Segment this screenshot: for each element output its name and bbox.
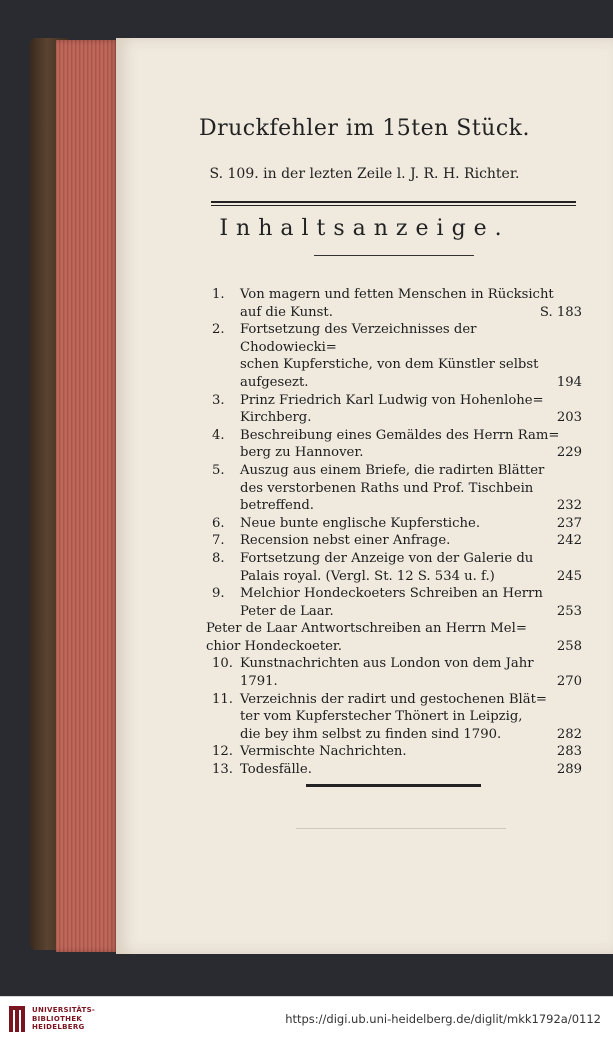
- toc-line-text: Peter de Laar Antwortschreiben an Herrn Mel=: [206, 621, 527, 637]
- toc-entry: [212, 392, 582, 427]
- toc-page-number: [574, 550, 582, 568]
- toc-line: [240, 515, 582, 533]
- toc-line: [240, 462, 582, 480]
- errata-line: S. 109. in der lezten Zeile l. J. R. H. Richter.: [209, 166, 520, 182]
- toc-line-text: die bey ihm selbst zu finden sind 1790.: [240, 726, 502, 742]
- toc-line: [240, 743, 582, 761]
- toc-line: [240, 655, 582, 673]
- toc-page-number: 194: [556, 374, 582, 390]
- toc-entry-number: 5.: [212, 462, 225, 478]
- toc-line-text: ter vom Kupferstecher Thönert in Leipzig,: [240, 709, 523, 725]
- toc-entry: [206, 620, 582, 655]
- toc-line-text: Recension nebst einer Anfrage.: [240, 533, 451, 549]
- toc-line: [240, 691, 582, 709]
- toc-page-number: [574, 356, 582, 374]
- toc-page-number: [574, 462, 582, 480]
- toc-line-text: Fortsetzung des Verzeichnisses der Chodowiecki=: [240, 322, 477, 355]
- toc-entry-number: 1.: [212, 287, 225, 302]
- toc-page-number: [574, 708, 582, 726]
- toc-line-text: Melchior Hondeckoeters Schreiben an Herrn: [240, 586, 543, 602]
- library-name: UNIVERSITÄTS- BIBLIOTHEK HEIDELBERG: [32, 1006, 96, 1031]
- toc-page-number: 237: [556, 515, 582, 531]
- toc-line: [206, 638, 582, 656]
- toc-line: [240, 444, 582, 462]
- toc-entry: [212, 655, 582, 690]
- toc-line-text: schen Kupferstiche, von dem Künstler selbst: [240, 357, 539, 373]
- toc-entry-number: 11.: [212, 691, 233, 707]
- toc-page-number: 245: [556, 568, 582, 584]
- toc-line-text: Von magern und fetten Menschen in Rücksicht: [240, 287, 554, 302]
- toc-page-number: [574, 427, 582, 445]
- errata-heading: Druckfehler im 15ten Stück.: [198, 116, 530, 141]
- toc-entry: [212, 462, 582, 515]
- toc-line-text: chior Hondeckoeter.: [206, 638, 342, 654]
- toc-line: [240, 568, 582, 586]
- toc-page-number: 289: [556, 762, 582, 778]
- toc-line: [240, 726, 582, 744]
- bleed-through-rule: [296, 828, 506, 829]
- toc-line-text: aufgesezt.: [240, 374, 309, 390]
- toc-entry-number: 9.: [212, 586, 225, 602]
- toc-line-text: Vermischte Nachrichten.: [240, 744, 407, 760]
- toc-entry-number: 7.: [212, 533, 225, 549]
- toc-entry-number: 3.: [212, 392, 225, 408]
- permalink-url[interactable]: https://digi.ub.uni-heidelberg.de/diglit/mkk1792a/0112: [285, 1012, 601, 1026]
- toc-line-text: berg zu Hannover.: [240, 445, 364, 461]
- toc-entry: [212, 550, 582, 585]
- toc-line-text: Verzeichnis der radirt und gestochenen Blät=: [240, 691, 547, 707]
- toc-line-text: Kirchberg.: [240, 410, 312, 426]
- toc-page-number: [574, 392, 582, 410]
- toc-page-number: 242: [556, 533, 582, 549]
- toc-line: [240, 480, 582, 498]
- short-rule: [314, 255, 474, 256]
- toc-page-number: 203: [556, 410, 582, 426]
- university-logo-icon: [8, 1004, 28, 1034]
- toc-entry: [212, 515, 582, 533]
- toc-page-number: 270: [556, 674, 582, 690]
- toc-page-number: 282: [556, 726, 582, 742]
- book-page: [116, 38, 613, 954]
- toc-entry-number: 10.: [212, 656, 233, 672]
- toc-page-number: [574, 620, 582, 638]
- table-of-contents: [206, 286, 582, 779]
- toc-page-number: S. 183: [539, 304, 582, 320]
- toc-line: [240, 550, 582, 568]
- viewer-footer: [0, 996, 613, 1042]
- toc-entry-number: 12.: [212, 744, 233, 760]
- toc-line-text: betreffend.: [240, 498, 314, 514]
- toc-line: [240, 356, 582, 374]
- toc-line: [240, 427, 582, 445]
- toc-page-number: [574, 585, 582, 603]
- toc-line: [240, 304, 582, 322]
- contents-title: Inhaltsanzeige.: [219, 216, 510, 241]
- toc-line-text: Neue bunte englische Kupferstiche.: [240, 515, 481, 531]
- toc-line-text: Prinz Friedrich Karl Ludwig von Hohenlohe=: [240, 392, 544, 408]
- toc-line-text: auf die Kunst.: [240, 304, 333, 320]
- toc-line: [240, 603, 582, 621]
- toc-entry: [212, 286, 582, 321]
- toc-line-text: Kunstnachrichten aus London von dem Jahr: [240, 656, 534, 672]
- toc-page-number: [574, 321, 582, 356]
- toc-entry: [212, 427, 582, 462]
- toc-entry: [212, 691, 582, 744]
- toc-line-text: Peter de Laar.: [240, 603, 334, 619]
- toc-line: [240, 392, 582, 410]
- toc-line-text: 1791.: [240, 674, 278, 690]
- toc-line-text: Fortsetzung der Anzeige von der Galerie du: [240, 550, 534, 566]
- toc-line: [240, 286, 582, 304]
- toc-page-number: [574, 655, 582, 673]
- toc-line: [240, 532, 582, 550]
- toc-line-text: Todesfälle.: [240, 762, 312, 778]
- toc-line: [240, 761, 582, 779]
- toc-entry-number: 4.: [212, 427, 225, 443]
- toc-entry: [212, 585, 582, 620]
- toc-line: [240, 673, 582, 691]
- toc-line-text: des verstorbenen Raths und Prof. Tischbein: [240, 480, 534, 496]
- toc-line: [240, 708, 582, 726]
- double-rule: [211, 201, 576, 206]
- toc-entry-number: 2.: [212, 322, 225, 338]
- toc-page-number: 232: [556, 498, 582, 514]
- toc-page-number: [574, 286, 582, 304]
- toc-line: [240, 321, 582, 356]
- toc-page-number: 258: [556, 638, 582, 654]
- toc-entry: [212, 761, 582, 779]
- toc-page-number: 283: [556, 744, 582, 760]
- toc-entry: [212, 743, 582, 761]
- toc-entry-number: 8.: [212, 550, 225, 566]
- toc-page-number: [574, 691, 582, 709]
- toc-page-number: 229: [556, 445, 582, 461]
- toc-line-text: Auszug aus einem Briefe, die radirten Blätter: [240, 462, 545, 478]
- toc-page-number: 253: [556, 603, 582, 619]
- toc-line: [206, 620, 582, 638]
- toc-entry-number: 6.: [212, 515, 225, 531]
- closing-rule: [306, 784, 481, 787]
- toc-line: [240, 585, 582, 603]
- toc-line-text: Beschreibung eines Gemäldes des Herrn Ram=: [240, 427, 560, 443]
- toc-line: [240, 409, 582, 427]
- toc-line: [240, 374, 582, 392]
- toc-entry-number: 13.: [212, 762, 233, 778]
- toc-entry: [212, 321, 582, 391]
- toc-line-text: Palais royal. (Vergl. St. 12 S. 534 u. f.): [240, 568, 495, 584]
- toc-line: [240, 497, 582, 515]
- toc-entry: [212, 532, 582, 550]
- page-edges: [56, 40, 118, 952]
- toc-page-number: [574, 480, 582, 498]
